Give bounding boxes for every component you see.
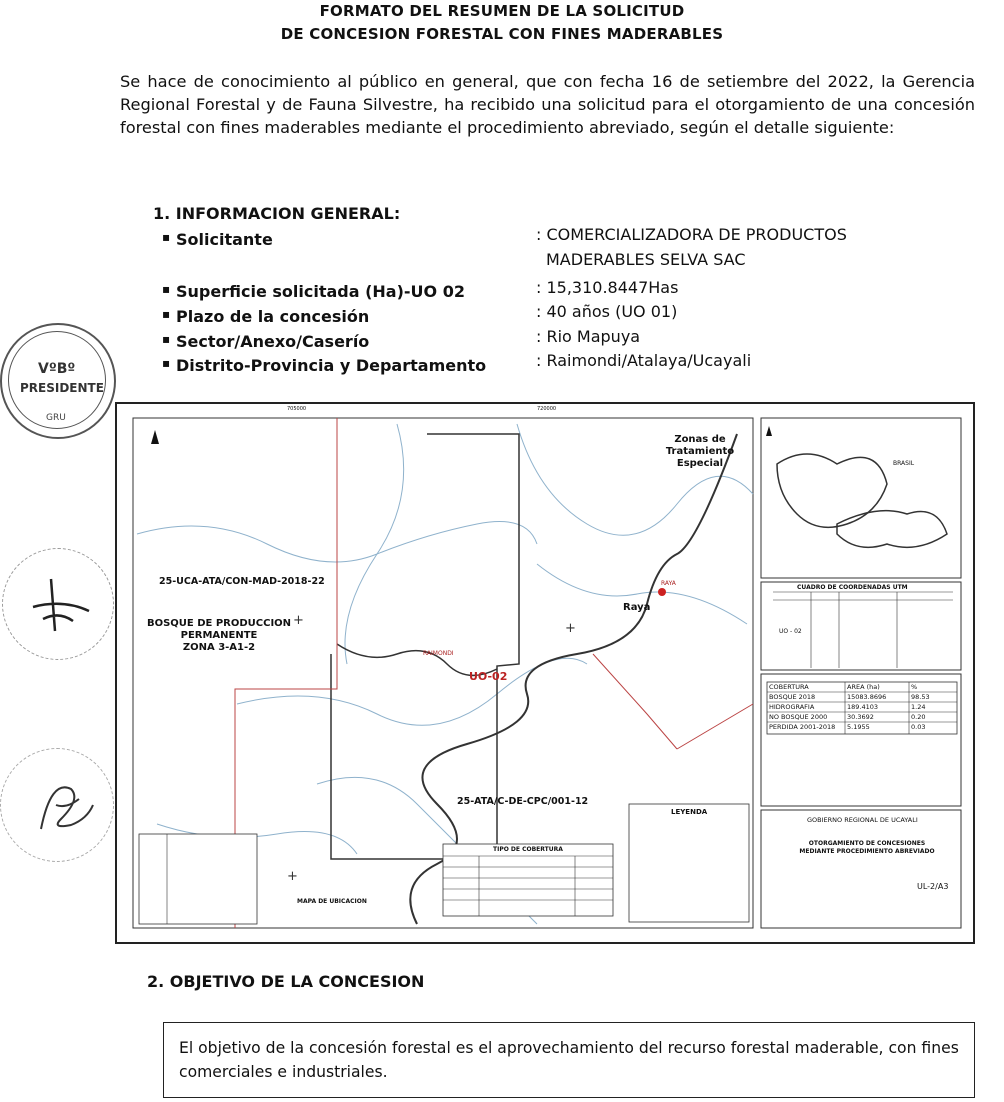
- svg-text:+: +: [287, 869, 298, 884]
- area-cell: NO BOSQUE 2000: [769, 713, 828, 721]
- gru-text: GRU: [46, 413, 66, 423]
- map-coord-top-2: 720000: [537, 406, 557, 412]
- map-label-raya: Raya: [623, 602, 651, 613]
- area-cell: 15083.8696: [847, 693, 887, 701]
- presidente-text: PRESIDENTE: [20, 381, 104, 395]
- map-label-cpc: 25-ATA/C-DE-CPC/001-12: [457, 796, 589, 807]
- map-label-bosque: [139, 618, 299, 654]
- area-row: [769, 702, 959, 712]
- area-row: [769, 722, 959, 732]
- intro-paragraph: Se hace de conocimiento al público en general, que con fecha 16 de setiembre del 2022, la Gerencia Regional Forestal y de Fauna Silvestre, ha recibido una solicitud para el otorgamiento de una concesión forestal con fines maderables mediante el procedimiento abreviado, según el detalle siguiente:: [120, 72, 975, 137]
- value-solicitante: : COMERCIALIZADORA DE PRODUCTOS: [536, 225, 847, 244]
- map-label-cuadro: CUADRO DE COORDENADAS UTM: [797, 584, 908, 591]
- otorg-line2: MEDIANTE PROCEDIMIENTO ABREVIADO: [799, 848, 935, 855]
- area-cell: 98.53: [911, 693, 930, 701]
- svg-text:+: +: [293, 613, 304, 628]
- area-cell: BOSQUE 2018: [769, 693, 816, 701]
- bosque-line2: PERMANENTE: [180, 630, 258, 641]
- label-plazo: ▪ Plazo de la concesión: [176, 307, 369, 326]
- label-distrito: ▪ Distrito-Provincia y Departamento: [176, 356, 486, 375]
- value-plazo: : 40 años (UO 01): [536, 302, 678, 321]
- area-cell: HIDROGRAFIA: [769, 703, 815, 711]
- value-superficie: : 15,310.8447Has: [536, 278, 679, 297]
- map-coord-top-1: 705000: [287, 406, 307, 412]
- area-cell: 5.1955: [847, 723, 870, 731]
- concession-map: [115, 402, 975, 944]
- doc-title-line2: DE CONCESION FORESTAL CON FINES MADERABLES: [280, 25, 724, 43]
- area-cell: 0.20: [911, 713, 926, 721]
- map-label-zonas: [655, 434, 745, 470]
- map-label-con-mad: 25-UCA-ATA/CON-MAD-2018-22: [159, 576, 325, 587]
- value-sector: : Rio Mapuya: [536, 327, 641, 346]
- zonas-line2: Tratamiento: [665, 446, 735, 457]
- map-label-gob: GOBIERNO REGIONAL DE UCAYALI: [807, 816, 918, 824]
- map-area-table: [769, 682, 959, 732]
- objective-text: El objetivo de la concesión forestal es el aprovechamiento del recurso forestal maderable, con fines comerciales e industriales.: [179, 1039, 959, 1081]
- area-row: [769, 712, 959, 722]
- signature-scribble-icon: [1, 749, 113, 861]
- area-cell: 189.4103: [847, 703, 879, 711]
- label-sector: ▪ Sector/Anexo/Caserío: [176, 332, 369, 351]
- area-h-area: AREA (ha): [847, 683, 880, 691]
- map-label-tipo-cobertura: TIPO DE COBERTURA: [493, 846, 563, 853]
- map-label-code: UL-2/A3: [917, 882, 949, 891]
- area-row: [769, 692, 959, 702]
- signature-stamp: [0, 748, 114, 862]
- bosque-line1: BOSQUE DE PRODUCCION: [146, 618, 292, 629]
- area-h-cob: COBERTURA: [769, 683, 809, 691]
- map-label-leyenda: LEYENDA: [671, 808, 708, 816]
- map-label-raya-small: RAYA: [661, 580, 676, 587]
- map-label-mapa-ubicacion: MAPA DE UBICACION: [297, 898, 367, 905]
- area-h-pct: %: [911, 683, 918, 691]
- value-distrito: : Raimondi/Atalaya/Ucayali: [536, 351, 752, 370]
- bosque-line3: ZONA 3-A1-2: [182, 642, 256, 653]
- area-cell: PERDIDA 2001-2018: [769, 723, 836, 731]
- area-cell: 0.03: [911, 723, 926, 731]
- vobo-text: VºBº: [38, 361, 76, 377]
- section2-heading: 2. OBJETIVO DE LA CONCESION: [147, 972, 425, 991]
- seal-stamp: [2, 548, 114, 660]
- zonas-line1: Zonas de: [674, 434, 726, 445]
- doc-title-line1: FORMATO DEL RESUMEN DE LA SOLICITUD: [319, 2, 685, 20]
- label-solicitante: ▪ Solicitante: [176, 230, 273, 249]
- section1-heading: 1. INFORMACION GENERAL:: [153, 204, 401, 223]
- zonas-line3: Especial: [676, 458, 724, 469]
- signature-icon: [3, 549, 113, 659]
- area-cell: 1.24: [911, 703, 926, 711]
- otorg-line1: OTORGAMIENTO DE CONCESIONES: [808, 840, 926, 847]
- svg-text:+: +: [565, 621, 576, 636]
- vobo-stamp: [0, 323, 116, 439]
- label-superficie: ▪ Superficie solicitada (Ha)-UO 02: [176, 282, 465, 301]
- map-label-cuadro-uo: UO - 02: [779, 628, 802, 635]
- area-header-row: [769, 682, 959, 692]
- area-cell: 30.3692: [847, 713, 874, 721]
- map-label-brasil: BRASIL: [893, 460, 915, 467]
- map-label-uo02: UO-02: [469, 670, 508, 683]
- map-label-otorg: [787, 840, 947, 856]
- map-label-raimondi: RAIMONDI: [423, 650, 454, 657]
- map-svg: [117, 404, 973, 942]
- value-solicitante-2: MADERABLES SELVA SAC: [546, 250, 746, 269]
